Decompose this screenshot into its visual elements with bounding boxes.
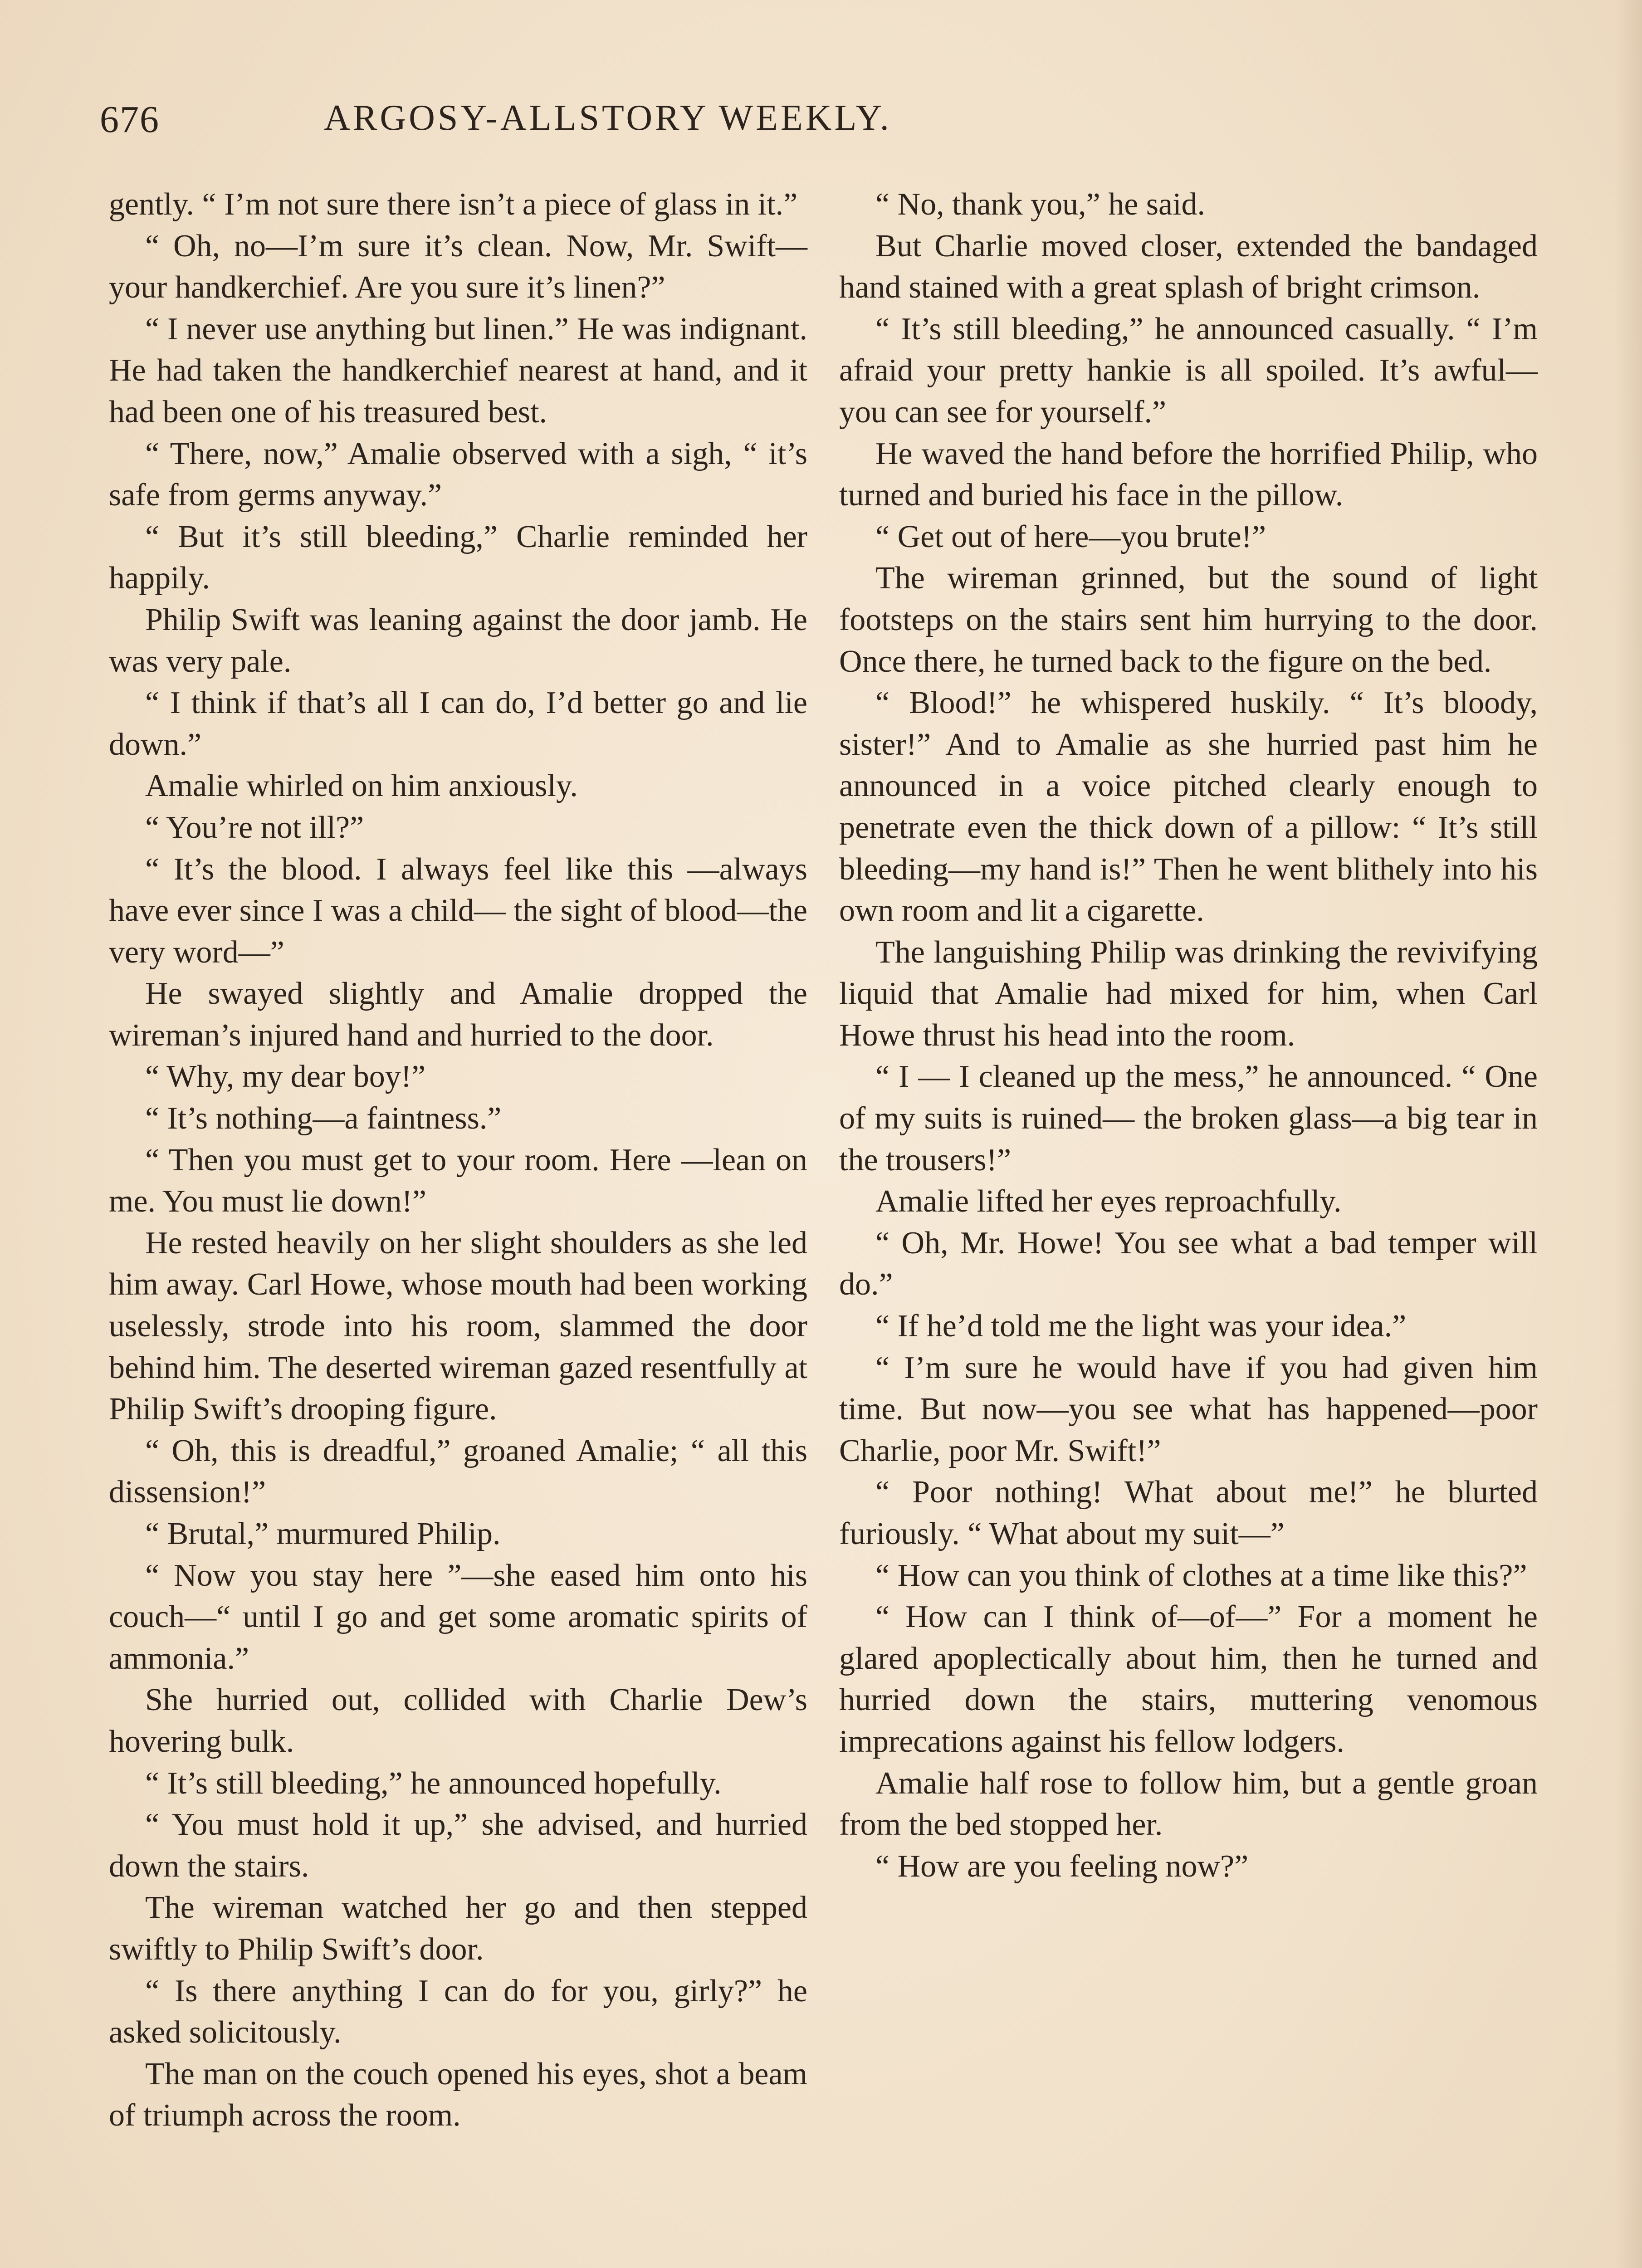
paragraph: “ I’m sure he would have if you had given him time. But now—you see what has happened—poor Charlie, poor Mr. Swift!” <box>839 1350 1538 1468</box>
paragraph: “ Oh, no—I’m sure it’s clean. Now, Mr. Swift—your handkerchief. Are you sure it’s linen?” <box>109 228 807 305</box>
paragraph: “ I — I cleaned up the mess,” he announced. “ One of my suits is ruined— the broken glass—a big tear in the trousers!” <box>839 1059 1538 1178</box>
paragraph: “ Oh, Mr. Howe! You see what a bad temper will do.” <box>839 1225 1538 1302</box>
paragraph: “ Blood!” he whispered huskily. “ It’s bloody, sister!” And to Amalie as she hurried past him he announced in a voice pitched clearly enough to penetrate even the thick down of a pillow: “ It’s still bleeding—my hand is!” Then he went blithely into his own room and lit a cigarette. <box>839 685 1538 929</box>
left-column <box>109 184 807 2136</box>
right-column <box>839 184 1538 1887</box>
paragraph: He waved the hand before the horrified Philip, who turned and buried his face in the pillow. <box>839 436 1538 513</box>
paragraph: “ Now you stay here ”—she eased him onto his couch—“ until I go and get some aromatic spirits of ammonia.” <box>109 1558 807 1676</box>
page-header <box>100 98 1116 147</box>
paragraph: “ You’re not ill?” <box>145 810 364 845</box>
paragraph: The languishing Philip was drinking the revivifying liquid that Amalie had mixed for him, when Carl Howe thrust his head into the room. <box>839 934 1538 1053</box>
paragraph: The wireman grinned, but the sound of light footsteps on the stairs sent him hurrying to the door. Once there, he turned back to the figure on the bed. <box>839 561 1538 679</box>
paragraph: The wireman watched her go and then stepped swiftly to Philip Swift’s door. <box>109 1890 807 1967</box>
paragraph: “ Poor nothing! What about me!” he blurted furiously. “ What about my suit—” <box>839 1475 1538 1551</box>
paragraph: Amalie whirled on him anxiously. <box>145 768 578 804</box>
paragraph: “ Oh, this is dreadful,” groaned Amalie; “ all this dissension!” <box>109 1433 807 1510</box>
paragraph: “ Why, my dear boy!” <box>145 1059 426 1095</box>
paragraph: “ It’s the blood. I always feel like this —always have ever since I was a child— the sight of blood—the very word—” <box>109 851 807 970</box>
paragraph: “ But it’s still bleeding,” Charlie reminded her happily. <box>109 519 807 596</box>
paragraph: “ Then you must get to your room. Here —lean on me. You must lie down!” <box>109 1142 807 1219</box>
paragraph: The man on the couch opened his eyes, shot a beam of triumph across the room. <box>109 2056 807 2133</box>
running-title: ARGOSY-ALLSTORY WEEKLY. <box>324 98 892 138</box>
paragraph: He swayed slightly and Amalie dropped the wireman’s injured hand and hurried to the door. <box>109 976 807 1053</box>
paragraph: “ I never use anything but linen.” He was indignant. He had taken the handkerchief nearest at hand, and it had been one of his treasured best. <box>109 311 807 430</box>
paragraph: “ It’s still bleeding,” he announced casually. “ I’m afraid your pretty hankie is all spoiled. It’s awful—you can see for yourself.” <box>839 311 1538 430</box>
page-number: 676 <box>100 98 160 141</box>
paragraph: “ No, thank you,” he said. <box>875 187 1206 222</box>
paragraph: She hurried out, collided with Charlie Dew’s hovering bulk. <box>109 1682 807 1759</box>
page-edge-shadow <box>1615 0 1642 2268</box>
paragraph: “ How are you feeling now?” <box>875 1848 1249 1884</box>
paragraph: Amalie lifted her eyes reproachfully. <box>875 1184 1342 1219</box>
paragraph: “ Get out of here—you brute!” <box>875 519 1266 554</box>
paragraph: “ I think if that’s all I can do, I’d better go and lie down.” <box>109 685 807 762</box>
paragraph: “ How can you think of clothes at a time like this?” <box>875 1558 1527 1593</box>
paragraph: But Charlie moved closer, extended the bandaged hand stained with a great splash of bright crimson. <box>839 228 1538 305</box>
paragraph: “ Brutal,” murmured Philip. <box>145 1516 501 1551</box>
paragraph: “ You must hold it up,” she advised, and hurried down the stairs. <box>109 1807 807 1884</box>
paragraph: “ There, now,” Amalie observed with a sigh, “ it’s safe from germs anyway.” <box>109 436 807 513</box>
paragraph: “ It’s nothing—a faintness.” <box>145 1101 502 1136</box>
paragraph: Philip Swift was leaning against the door jamb. He was very pale. <box>109 602 807 679</box>
paragraph: Amalie half rose to follow him, but a gentle groan from the bed stopped her. <box>839 1765 1538 1843</box>
paragraph: “ How can I think of—of—” For a moment he glared apoplectically about him, then he turned and hurried down the stairs, muttering venomous imprecations against his fellow lodgers. <box>839 1599 1538 1759</box>
paragraph: He rested heavily on her slight shoulders as she led him away. Carl Howe, whose mouth had been working uselessly, strode into his room, slammed the door behind him. The deserted wireman gazed resentfully at Philip Swift’s drooping figure. <box>109 1225 807 1427</box>
paragraph: “ If he’d told me the light was your idea.” <box>875 1309 1407 1344</box>
paragraph: “ Is there anything I can do for you, girly?” he asked solicitously. <box>109 1973 807 2050</box>
paragraph: “ It’s still bleeding,” he announced hopefully. <box>145 1765 722 1801</box>
paragraph: gently. “ I’m not sure there isn’t a piece of glass in it.” <box>109 187 798 222</box>
